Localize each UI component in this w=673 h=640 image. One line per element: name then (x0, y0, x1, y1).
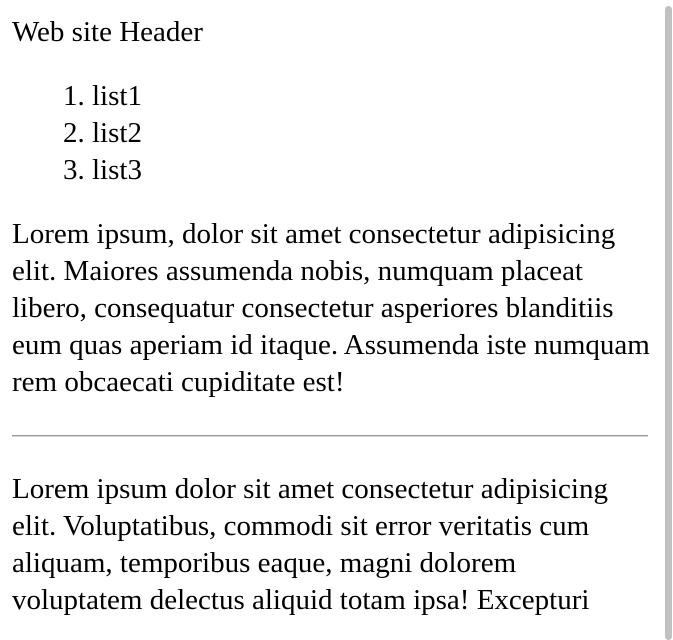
paragraph-first: Lorem ipsum, dolor sit amet consectetur adipisicing elit. Maiores assumenda nobis, numquam placeat libero, consequatur consectetur asperiores blanditiis eum quas aperiam id itaque. Assumenda iste numquam rem obcaecati cupiditate est! (12, 218, 650, 398)
site-header: Web site Header (12, 16, 203, 48)
vertical-scrollbar[interactable] (663, 0, 673, 640)
paragraph-second: Lorem ipsum dolor sit amet consectetur adipisicing elit. Voluptatibus, commodi sit error veritatis cum aliquam, temporibus eaque, magni dolorem voluptatem delectus aliquid totam ipsa! Excepturi (12, 473, 608, 616)
list-item: 3. list3 (92, 152, 652, 189)
ordered-list (12, 78, 652, 189)
list-item: 2. list2 (92, 115, 652, 152)
list-item: 1. list1 (92, 78, 652, 115)
scrollbar-thumb[interactable] (665, 6, 672, 640)
horizontal-divider (12, 435, 648, 437)
page-content (12, 14, 652, 619)
